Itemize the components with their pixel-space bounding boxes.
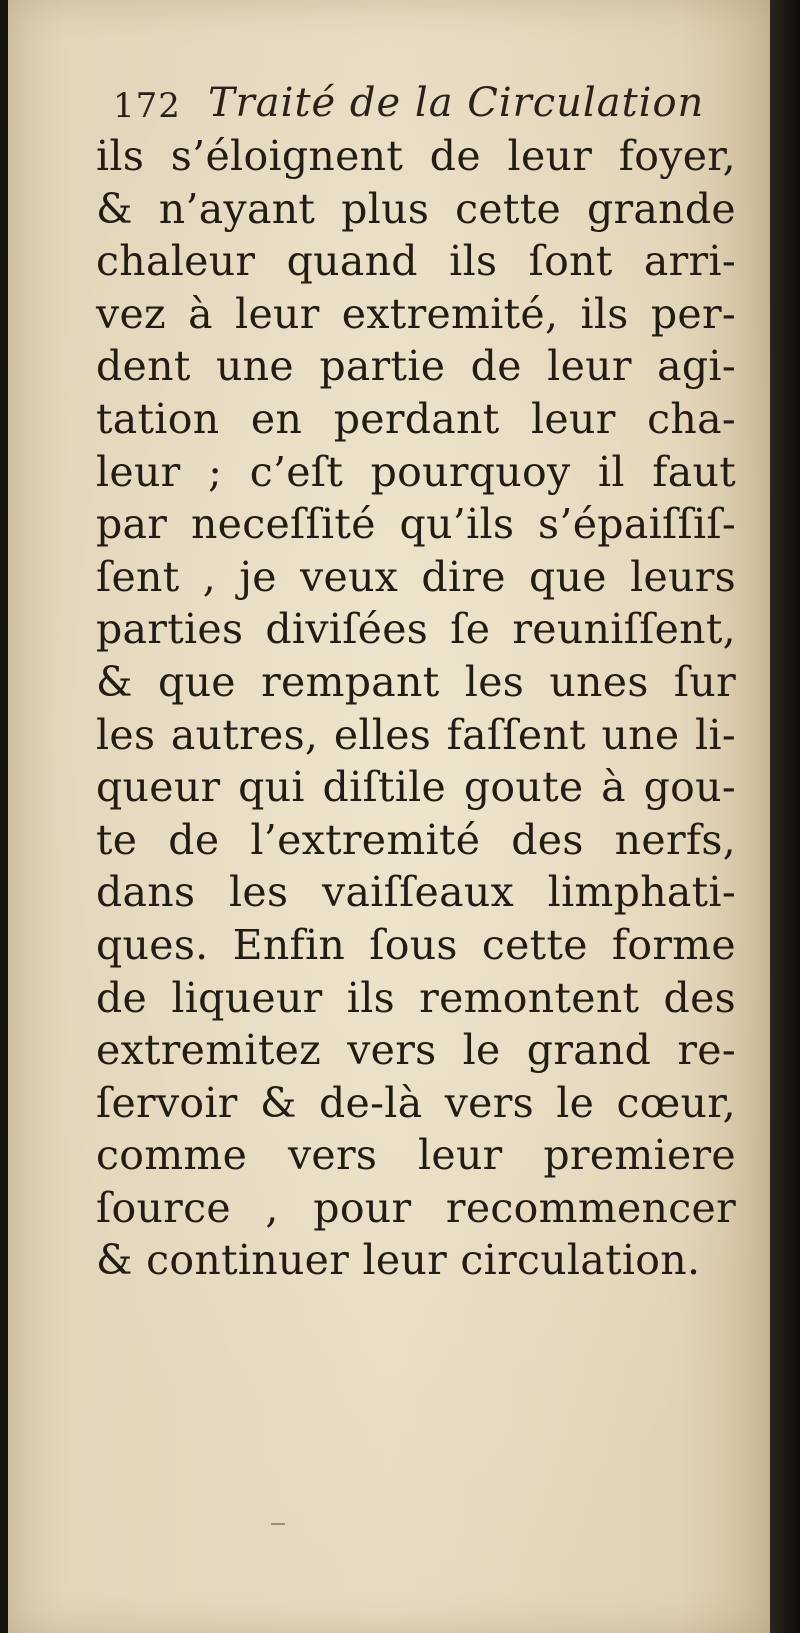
text-line: les autres, elles faſſent une li-	[96, 710, 736, 759]
scan-edge	[770, 0, 800, 1633]
text-line: ques. Enfin ſous cette forme	[96, 920, 736, 969]
text-line: chaleur quand ils ſont arri-	[96, 237, 736, 286]
page-header	[113, 80, 733, 130]
text-line: parties diviſées ſe reuniſſent,	[96, 605, 736, 654]
text-line: comme vers leur premiere	[96, 1131, 736, 1180]
text-line: vez à leur extremité, ils per-	[96, 289, 736, 338]
text-line: dans les vaiſſeaux limphati-	[96, 868, 736, 917]
page-number: 172	[113, 86, 181, 126]
footer-mark	[271, 1523, 285, 1525]
text-line: & continuer leur circulation.	[96, 1236, 701, 1285]
body-text	[96, 130, 736, 1287]
book-page	[8, 0, 770, 1633]
text-line: ils s’éloignent de leur foyer,	[96, 132, 736, 180]
text-line: dent une partie de leur agi-	[96, 342, 736, 391]
text-line: ſent , je veux dire que leurs	[96, 552, 736, 601]
text-line: tation en perdant leur cha-	[96, 394, 736, 443]
text-line: ſervoir & de-là vers le cœur,	[96, 1078, 736, 1127]
text-line: leur ; c’eſt pourquoy il faut	[96, 447, 736, 496]
running-title: Traité de la Circulation	[208, 80, 705, 126]
text-line: extremitez vers le grand re-	[96, 1026, 736, 1075]
text-line: & n’ayant plus cette grande	[96, 184, 736, 233]
text-line: de liqueur ils remontent des	[96, 973, 736, 1022]
text-line: queur qui diſtile goute à gou-	[96, 763, 736, 812]
text-line: & que rempant les unes ſur	[96, 657, 736, 706]
text-line: te de l’extremité des nerfs,	[96, 815, 736, 864]
text-line: ſource , pour recommencer	[96, 1183, 736, 1232]
text-line: par neceſſité qu’ils s’épaiſſiſ-	[96, 500, 736, 549]
